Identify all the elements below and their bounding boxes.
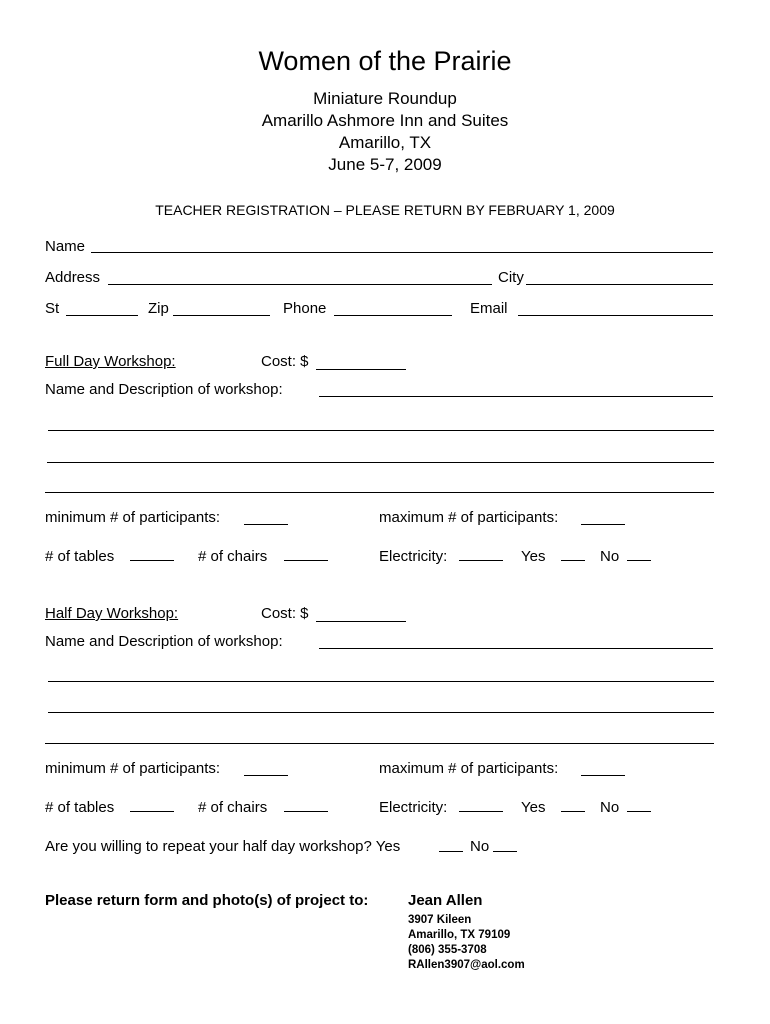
return-name: Jean Allen — [408, 892, 483, 909]
zip-label: Zip — [148, 300, 169, 317]
full-day-chairs-label: # of chairs — [198, 548, 268, 565]
half-day-description-field[interactable] — [319, 648, 713, 649]
return-phone: (806) 355-3708 — [408, 944, 487, 956]
event-name: Miniature Roundup — [313, 89, 457, 108]
full-day-cost-field[interactable] — [316, 369, 406, 370]
full-day-tables-field[interactable] — [130, 560, 174, 561]
half-day-electricity-field[interactable] — [459, 811, 503, 812]
full-day-max-label: maximum # of participants: — [379, 509, 559, 526]
full-day-chairs-field[interactable] — [284, 560, 328, 561]
full-day-description-line[interactable] — [45, 492, 714, 493]
half-day-description-line[interactable] — [45, 743, 714, 744]
full-day-electricity-label: Electricity: — [379, 548, 448, 565]
half-day-description-line[interactable] — [48, 712, 714, 713]
city-label: City — [498, 269, 524, 286]
full-day-cost-label: Cost: $ — [261, 353, 309, 370]
event-venue: Amarillo Ashmore Inn and Suites — [261, 111, 509, 130]
half-day-tables-field[interactable] — [130, 811, 174, 812]
state-label: St — [45, 300, 60, 317]
address-field[interactable] — [108, 284, 492, 285]
full-day-yes-field[interactable] — [561, 560, 585, 561]
phone-field[interactable] — [334, 315, 452, 316]
full-day-yes-label: Yes — [521, 548, 546, 565]
half-day-tables-label: # of tables — [45, 799, 115, 816]
half-day-yes-label: Yes — [521, 799, 546, 816]
address-label: Address — [45, 269, 101, 286]
repeat-yes-field[interactable] — [439, 851, 463, 852]
return-city: Amarillo, TX 79109 — [408, 929, 511, 941]
event-city: Amarillo, TX — [338, 133, 432, 152]
return-instruction: Please return form and photo(s) of project to: — [45, 892, 369, 909]
full-day-min-label: minimum # of participants: — [45, 509, 221, 526]
half-day-chairs-field[interactable] — [284, 811, 328, 812]
name-field[interactable] — [91, 252, 713, 253]
page-title: Women of the Prairie — [258, 46, 512, 76]
half-day-heading: Half Day Workshop: — [45, 605, 179, 622]
half-day-cost-label: Cost: $ — [261, 605, 309, 622]
return-email: RAllen3907@aol.com — [408, 959, 525, 971]
zip-field[interactable] — [173, 315, 270, 316]
full-day-tables-label: # of tables — [45, 548, 115, 565]
half-day-no-field[interactable] — [627, 811, 651, 812]
half-day-chairs-label: # of chairs — [198, 799, 268, 816]
repeat-question: Are you willing to repeat your half day workshop? Yes — [45, 838, 401, 855]
registration-note: TEACHER REGISTRATION – PLEASE RETURN BY FEBRUARY 1, 2009 — [155, 202, 615, 218]
return-street: 3907 Kileen — [408, 914, 472, 926]
half-day-min-field[interactable] — [244, 775, 288, 776]
full-day-heading: Full Day Workshop: — [45, 353, 176, 370]
half-day-min-label: minimum # of participants: — [45, 760, 221, 777]
repeat-no-label: No — [470, 838, 490, 855]
half-day-electricity-label: Electricity: — [379, 799, 448, 816]
full-day-no-field[interactable] — [627, 560, 651, 561]
full-day-description-field[interactable] — [319, 396, 713, 397]
phone-label: Phone — [283, 300, 327, 317]
full-day-electricity-field[interactable] — [459, 560, 503, 561]
name-label: Name — [45, 238, 86, 255]
event-dates: June 5-7, 2009 — [328, 155, 442, 174]
full-day-description-label: Name and Description of workshop: — [45, 381, 283, 398]
full-day-min-field[interactable] — [244, 524, 288, 525]
city-field[interactable] — [526, 284, 713, 285]
full-day-description-line[interactable] — [47, 462, 714, 463]
full-day-description-line[interactable] — [48, 430, 714, 431]
email-field[interactable] — [518, 315, 713, 316]
half-day-no-label: No — [600, 799, 620, 816]
full-day-max-field[interactable] — [581, 524, 625, 525]
repeat-no-field[interactable] — [493, 851, 517, 852]
half-day-cost-field[interactable] — [316, 621, 406, 622]
email-label: Email — [470, 300, 508, 317]
half-day-yes-field[interactable] — [561, 811, 585, 812]
half-day-max-field[interactable] — [581, 775, 625, 776]
half-day-description-label: Name and Description of workshop: — [45, 633, 283, 650]
half-day-max-label: maximum # of participants: — [379, 760, 559, 777]
state-field[interactable] — [66, 315, 138, 316]
half-day-description-line[interactable] — [48, 681, 714, 682]
full-day-no-label: No — [600, 548, 620, 565]
